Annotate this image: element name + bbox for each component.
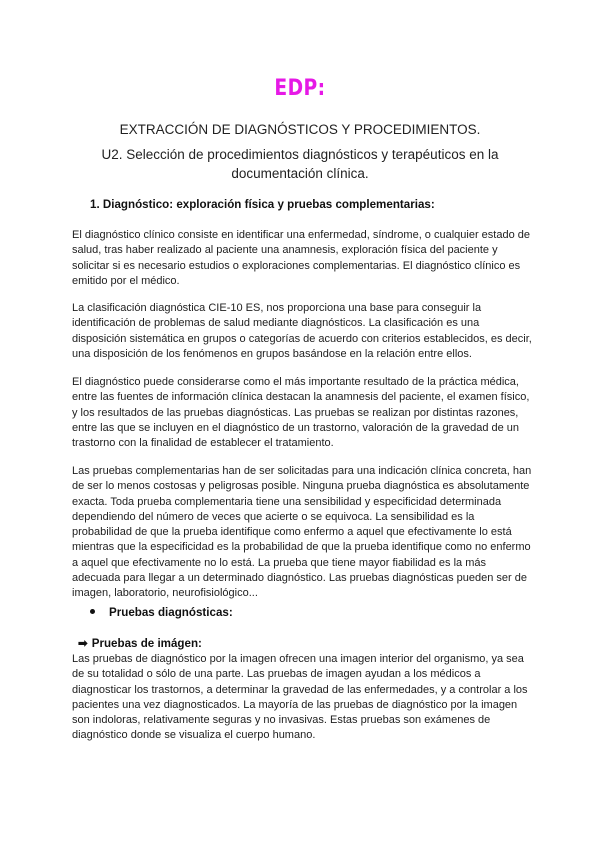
unit-title: U2. Selección de procedimientos diagnósticos y terapéuticos en la documentación clínica. bbox=[101, 147, 499, 181]
document-title: EXTRACCIÓN DE DIAGNÓSTICOS Y PROCEDIMIENTOS. bbox=[119, 122, 481, 137]
paragraph-pruebas-complementarias: Las pruebas complementarias han de ser solicitadas para una indicación clínica concreta, han de ser lo menos costosas y peligrosas posible. Ninguna prueba diagnóstica es absolutamente exacta. Toda prueba complementaria tiene una sensibilidad y especificidad determinada dependiendo del número de veces que acierte o se equivoca. La sensibilidad es la probabilidad de que la prueba identifique como enfermo a aquel que efectivamente lo está mientras que la especificidad es la probabilidad de que la prueba identifique como no enfermo a aquel que efectivamente no lo está. La prueba que tiene mayor fiabilidad es la más adecuada para llegar a un determinado diagnóstico. Las pruebas diagnósticas pueden ser de imagen, laboratorio, neurofisiológico... bbox=[72, 465, 532, 600]
subsection-label: Pruebas de imágen: bbox=[91, 637, 202, 650]
bullet-label: Pruebas diagnósticas: bbox=[109, 606, 233, 619]
bullet-icon bbox=[90, 609, 95, 614]
bullet-item bbox=[90, 606, 233, 619]
subsection-heading bbox=[78, 636, 202, 650]
paragraph-resultado-practica: El diagnóstico puede considerarse como el más importante resultado de la práctica médica, entre las fuentes de información clínica destacan la anamnesis del paciente, el examen físico, y los resultados de las pruebas diagnósticas. Las pruebas se realizan por distintas razones, entre las que se incluyen en el diagnóstico de un trastorno, valoración de la gravedad de un trastorno con la finalidad de establecer el tratamiento. bbox=[72, 376, 530, 450]
paragraph-diagnostico-clinico: El diagnóstico clínico consiste en identificar una enfermedad, síndrome, o cualquier estado de salud, tras haber realizado al paciente una anamnesis, exploración física del paciente y solicitar si es necesario estudios o exploraciones complementarias. El diagnóstico clínico es emitido por el médico. bbox=[72, 229, 530, 287]
section-heading: 1. Diagnóstico: exploración física y pruebas complementarias: bbox=[90, 198, 435, 211]
brand-title: EDP: bbox=[274, 76, 326, 101]
paragraph-pruebas-imagen: Las pruebas de diagnóstico por la imagen ofrecen una imagen interior del organismo, ya sea de su totalidad o sólo de una parte. Las pruebas de imagen ayudan a los médicos a diagnosticar los trastornos, a determinar la gravedad de las enfermedades, y a controlar a los pacientes una vez diagnosticados. La mayoría de las pruebas de diagnóstico por la imagen son indoloras, relativamente seguras y no invasivas. Estas pruebas son exámenes de diagnóstico donde se visualiza el cuerpo humano. bbox=[72, 653, 528, 742]
arrow-right-icon: ➡ bbox=[78, 637, 88, 650]
paragraph-clasificacion: La clasificación diagnóstica CIE-10 ES, nos proporciona una base para conseguir la identificación de problemas de salud mediante diagnósticos. La clasificación es una disposición sistemática en grupos o categorías de acuerdo con criterios establecidos, es decir, una disposición de los fenómenos en grupos basándose en la relación entre ellos. bbox=[72, 302, 532, 360]
